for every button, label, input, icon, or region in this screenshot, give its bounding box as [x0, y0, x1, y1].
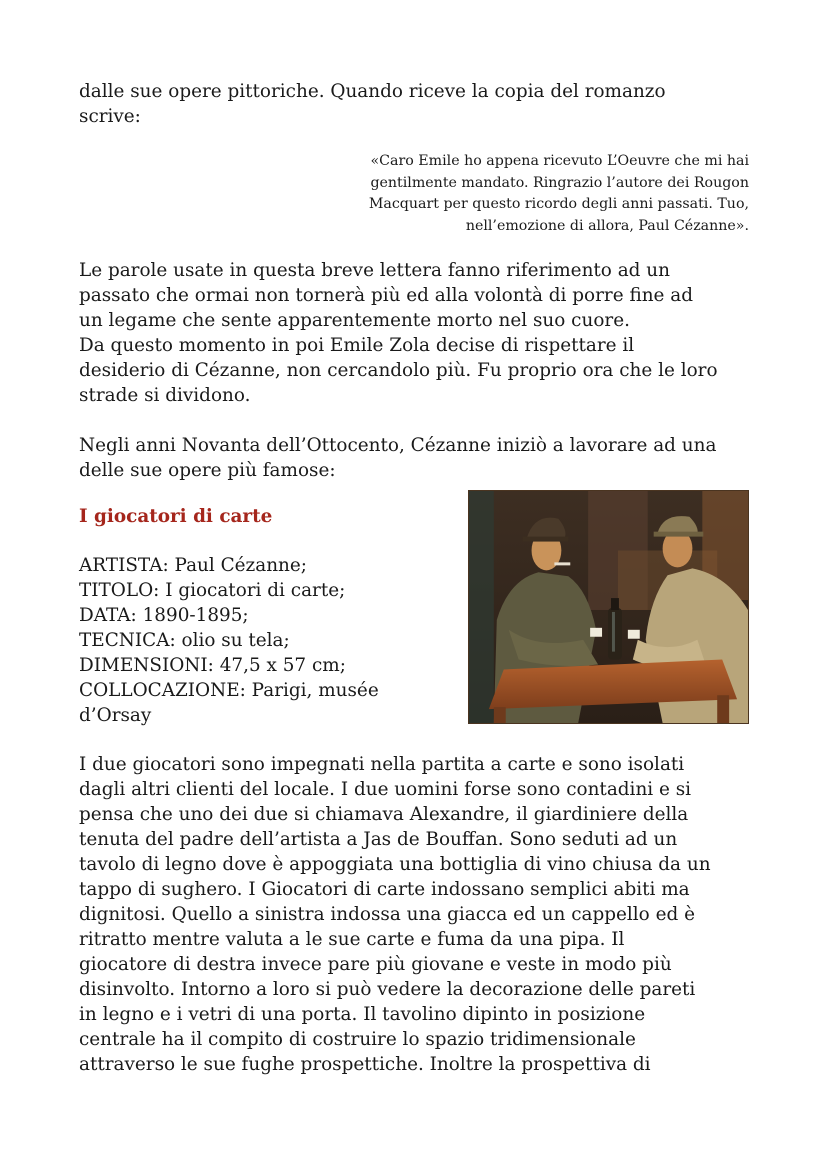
quote-line: Macquart per questo ricordo degli anni passati. Tuo, [368, 196, 749, 212]
nineties-paragraph [79, 433, 716, 483]
artwork-detail-location: COLLOCAZIONE: Parigi, musée [79, 680, 379, 701]
text-line: dalle sue opere pittoriche. Quando riceve la copia del romanzo [79, 81, 666, 102]
text-line: dignitosi. Quello a sinistra indossa una giacca ed un cappello ed è [79, 904, 695, 925]
text-line: passato che ormai non tornerà più ed alla volontà di porre fine ad [79, 285, 694, 306]
text-line: tenuta del padre dell’artista a Jas de Bouffan. Sono seduti ad un [79, 829, 678, 850]
text-line: strade si dividono. [79, 385, 251, 406]
text-line: giocatore di destra invece pare più giovane e veste in modo più [79, 954, 672, 975]
text-line: tavolo di legno dove è appoggiata una bottiglia di vino chiusa da un [79, 854, 711, 875]
text-line: disinvolto. Intorno a loro si può vedere la decorazione delle pareti [79, 979, 696, 1000]
text-line: Negli anni Novanta dell’Ottocento, Cézanne iniziò a lavorare ad una [79, 435, 717, 456]
artwork-detail-dimensions: DIMENSIONI: 47,5 x 57 cm; [79, 655, 346, 676]
painting-description [79, 752, 711, 1077]
quote-line: nell’emozione di allora, Paul Cézanne». [465, 217, 749, 234]
quote-line: «Caro Emile ho appena ricevuto L’Oeuvre che mi hai [370, 153, 749, 169]
artwork-title: I giocatori di carte [79, 506, 273, 527]
text-line: dagli altri clienti del locale. I due uomini forse sono contadini e si [79, 779, 692, 800]
text-line: Le parole usate in questa breve lettera fanno riferimento ad un [79, 260, 670, 281]
artwork-details [79, 553, 379, 728]
intro-paragraph [79, 79, 666, 129]
quote-line: gentilmente mandato. Ringrazio l’autore dei Rougon [370, 174, 749, 191]
artwork-detail-date: DATA: 1890-1895; [79, 605, 249, 626]
text-line: in legno e i vetri di una porta. Il tavolino dipinto in posizione [79, 1004, 646, 1025]
letter-commentary-paragraph [79, 258, 718, 408]
text-line: tappo di sughero. I Giocatori di carte indossano semplici abiti ma [79, 879, 690, 900]
text-line: attraverso le sue fughe prospettiche. Inoltre la prospettiva di [79, 1054, 651, 1075]
artwork-detail-location-cont: d’Orsay [79, 705, 152, 726]
text-line: un legame che sente apparentemente morto nel suo cuore. [79, 310, 630, 331]
text-line: I due giocatori sono impegnati nella partita a carte e sono isolati [79, 754, 685, 775]
text-line: Da questo momento in poi Emile Zola decise di rispettare il [79, 335, 635, 356]
text-line: pensa che uno dei due si chiamava Alexandre, il giardiniere della [79, 804, 689, 825]
artwork-detail-technique: TECNICA: olio su tela; [79, 630, 290, 651]
artwork-detail-artist: ARTISTA: Paul Cézanne; [79, 555, 307, 576]
text-line: scrive: [79, 106, 141, 127]
letter-quote [369, 151, 749, 237]
card-players-painting [468, 490, 749, 724]
text-line: delle sue opere più famose: [79, 460, 336, 481]
text-line: centrale ha il compito di costruire lo spazio tridimensionale [79, 1029, 636, 1050]
text-line: ritratto mentre valuta a le sue carte e fuma da una pipa. Il [79, 929, 625, 950]
artwork-detail-title: TITOLO: I giocatori di carte; [79, 580, 346, 601]
text-line: desiderio di Cézanne, non cercandolo più. Fu proprio ora che le loro [79, 360, 718, 381]
